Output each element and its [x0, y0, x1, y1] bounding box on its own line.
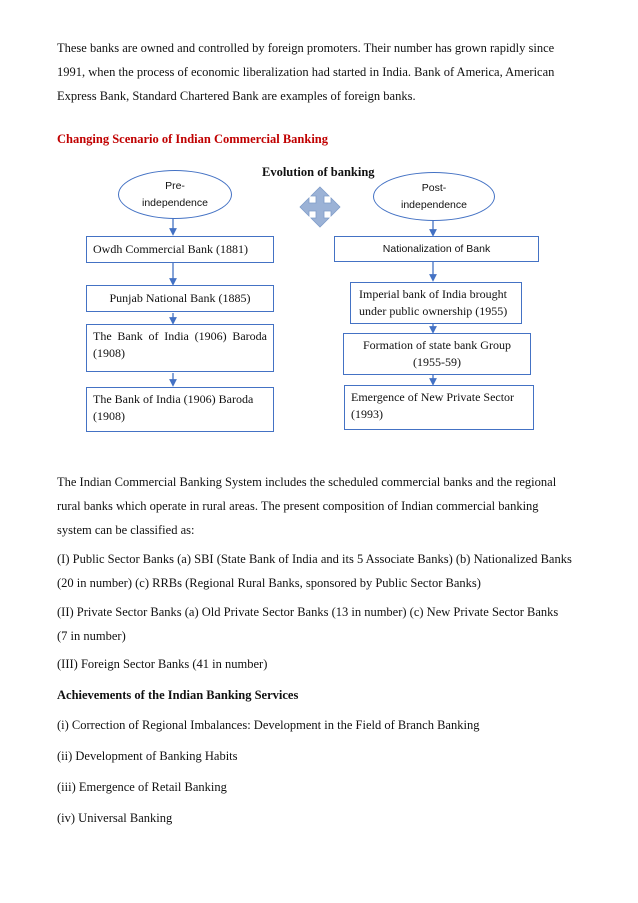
item3: (III) Foreign Sector Banks (41 in number): [57, 657, 268, 671]
item2-line-2: (7 in number): [57, 629, 126, 643]
box-punjab-national-bank: Punjab National Bank (1885): [86, 285, 274, 312]
diagram-title: Evolution of banking: [262, 165, 375, 179]
box-new-private-sector: Emergence of New Private Sector (1993): [344, 385, 534, 430]
section-heading: Changing Scenario of Indian Commercial Banking: [57, 132, 328, 146]
box-bank-of-india-1: The Bank of India (1906) Baroda (1908): [86, 324, 274, 372]
achievement-1: (i) Correction of Regional Imbalances: Development in the Field of Branch Banking: [57, 718, 480, 732]
intro-line-1: These banks are owned and controlled by foreign promoters. Their number has grown rapidly since: [57, 41, 555, 55]
post-label-line-1: Post-: [421, 181, 447, 194]
para1-line-2: rural banks which operate in rural areas. The present composition of Indian commercial banking: [57, 499, 539, 513]
item1-line-1: (I) Public Sector Banks (a) SBI (State Bank of India and its 5 Associate Banks) (b) Nationalized Banks: [57, 552, 572, 566]
pre-independence-ellipse: [118, 170, 232, 219]
item1-line-2: (20 in number) (c) RRBs (Regional Rural Banks, sponsored by Public Sector Banks): [57, 576, 481, 590]
item2-line-1: (II) Private Sector Banks (a) Old Private Sector Banks (13 in number) (c) New Private Sector Banks: [57, 605, 559, 619]
achievement-2: (ii) Development of Banking Habits: [57, 749, 238, 763]
box-imperial-bank: Imperial bank of India brought under public ownership (1955): [350, 282, 522, 324]
para1-line-1: The Indian Commercial Banking System includes the scheduled commercial banks and the regional: [57, 475, 557, 489]
box-owdh-commercial-bank: Owdh Commercial Bank (1881): [86, 236, 274, 263]
box-state-bank-group: Formation of state bank Group (1955-59): [343, 333, 531, 375]
post-label-line-2: independence: [401, 198, 467, 211]
achievement-4: (iv) Universal Banking: [57, 811, 173, 825]
box-nationalization-of-bank: Nationalization of Bank: [334, 236, 539, 262]
pre-label-line-2: independence: [142, 196, 208, 209]
post-independence-ellipse: [373, 172, 495, 221]
pre-label-line-1: Pre-: [165, 179, 185, 192]
intro-line-2: 1991, when the process of economic liberalization had started in India. Bank of America, American: [57, 65, 555, 79]
achievements-heading: Achievements of the Indian Banking Services: [57, 688, 299, 702]
intro-line-3: Express Bank, Standard Chartered Bank are examples of foreign banks.: [57, 89, 416, 103]
para1-line-3: system can be classified as:: [57, 523, 195, 537]
four-way-arrow-icon: [300, 187, 340, 227]
box-bank-of-india-2: The Bank of India (1906) Baroda (1908): [86, 387, 274, 432]
achievement-3: (iii) Emergence of Retail Banking: [57, 780, 227, 794]
